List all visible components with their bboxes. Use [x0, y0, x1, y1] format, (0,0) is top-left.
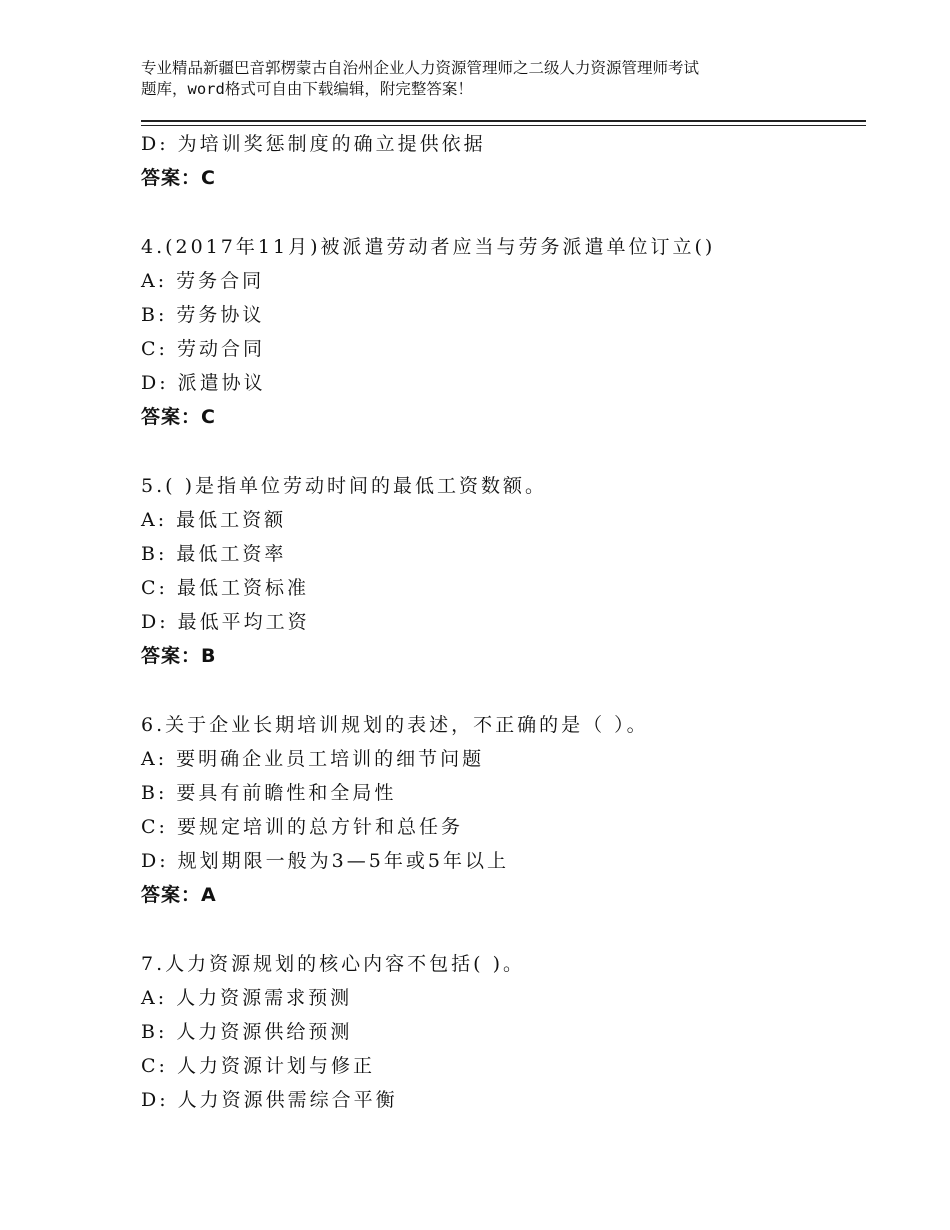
spacer — [141, 195, 866, 230]
question-block-5 — [141, 469, 866, 673]
option-c: C: 最低工资标准 — [141, 577, 309, 599]
header-divider-thin — [141, 125, 866, 126]
question-block-6 — [141, 708, 866, 912]
question-stem: 4.(2017年11月)被派遣劳动者应当与劳务派遣单位订立() — [141, 236, 716, 258]
spacer — [141, 434, 866, 469]
option-c: C: 人力资源计划与修正 — [141, 1055, 375, 1077]
header-line-2: 题库，word格式可自由下载编辑，附完整答案！ — [141, 80, 473, 98]
option-a: A: 最低工资额 — [141, 509, 287, 531]
option-a: A: 劳务合同 — [141, 270, 265, 292]
option-b: B: 劳务协议 — [141, 304, 265, 326]
header-divider-thick — [141, 120, 866, 122]
spacer — [141, 912, 866, 947]
option-c: C: 劳动合同 — [141, 338, 265, 360]
option-c: C: 要规定培训的总方针和总任务 — [141, 816, 463, 838]
option-b: B: 要具有前瞻性和全局性 — [141, 782, 397, 804]
question-list — [141, 127, 866, 1117]
spacer — [141, 673, 866, 708]
question-stem: 7.人力资源规划的核心内容不包括( )。 — [141, 953, 525, 975]
answer-label: 答案：B — [141, 645, 217, 667]
answer-label: 答案：A — [141, 884, 217, 906]
question-block-4 — [141, 230, 866, 434]
option-d: D: 派遣协议 — [141, 372, 266, 394]
question-3-option-d: D: 为培训奖惩制度的确立提供依据 — [141, 133, 486, 155]
option-b: B: 人力资源供给预测 — [141, 1021, 353, 1043]
option-d: D: 规划期限一般为3—5年或5年以上 — [141, 850, 509, 872]
question-block-7 — [141, 947, 866, 1117]
document-header — [141, 58, 841, 100]
option-b: B: 最低工资率 — [141, 543, 287, 565]
header-line-1: 专业精品新疆巴音郭楞蒙古自治州企业人力资源管理师之二级人力资源管理师考试 — [141, 59, 700, 77]
option-a: A: 人力资源需求预测 — [141, 987, 353, 1009]
question-3-answer: 答案：C — [141, 167, 216, 189]
question-stem: 5.( )是指单位劳动时间的最低工资数额。 — [141, 475, 547, 497]
option-d: D: 最低平均工资 — [141, 611, 310, 633]
option-d: D: 人力资源供需综合平衡 — [141, 1089, 398, 1111]
question-stem: 6.关于企业长期培训规划的表述，不正确的是（ ）。 — [141, 714, 649, 736]
option-a: A: 要明确企业员工培训的细节问题 — [141, 748, 485, 770]
answer-label: 答案：C — [141, 406, 216, 428]
